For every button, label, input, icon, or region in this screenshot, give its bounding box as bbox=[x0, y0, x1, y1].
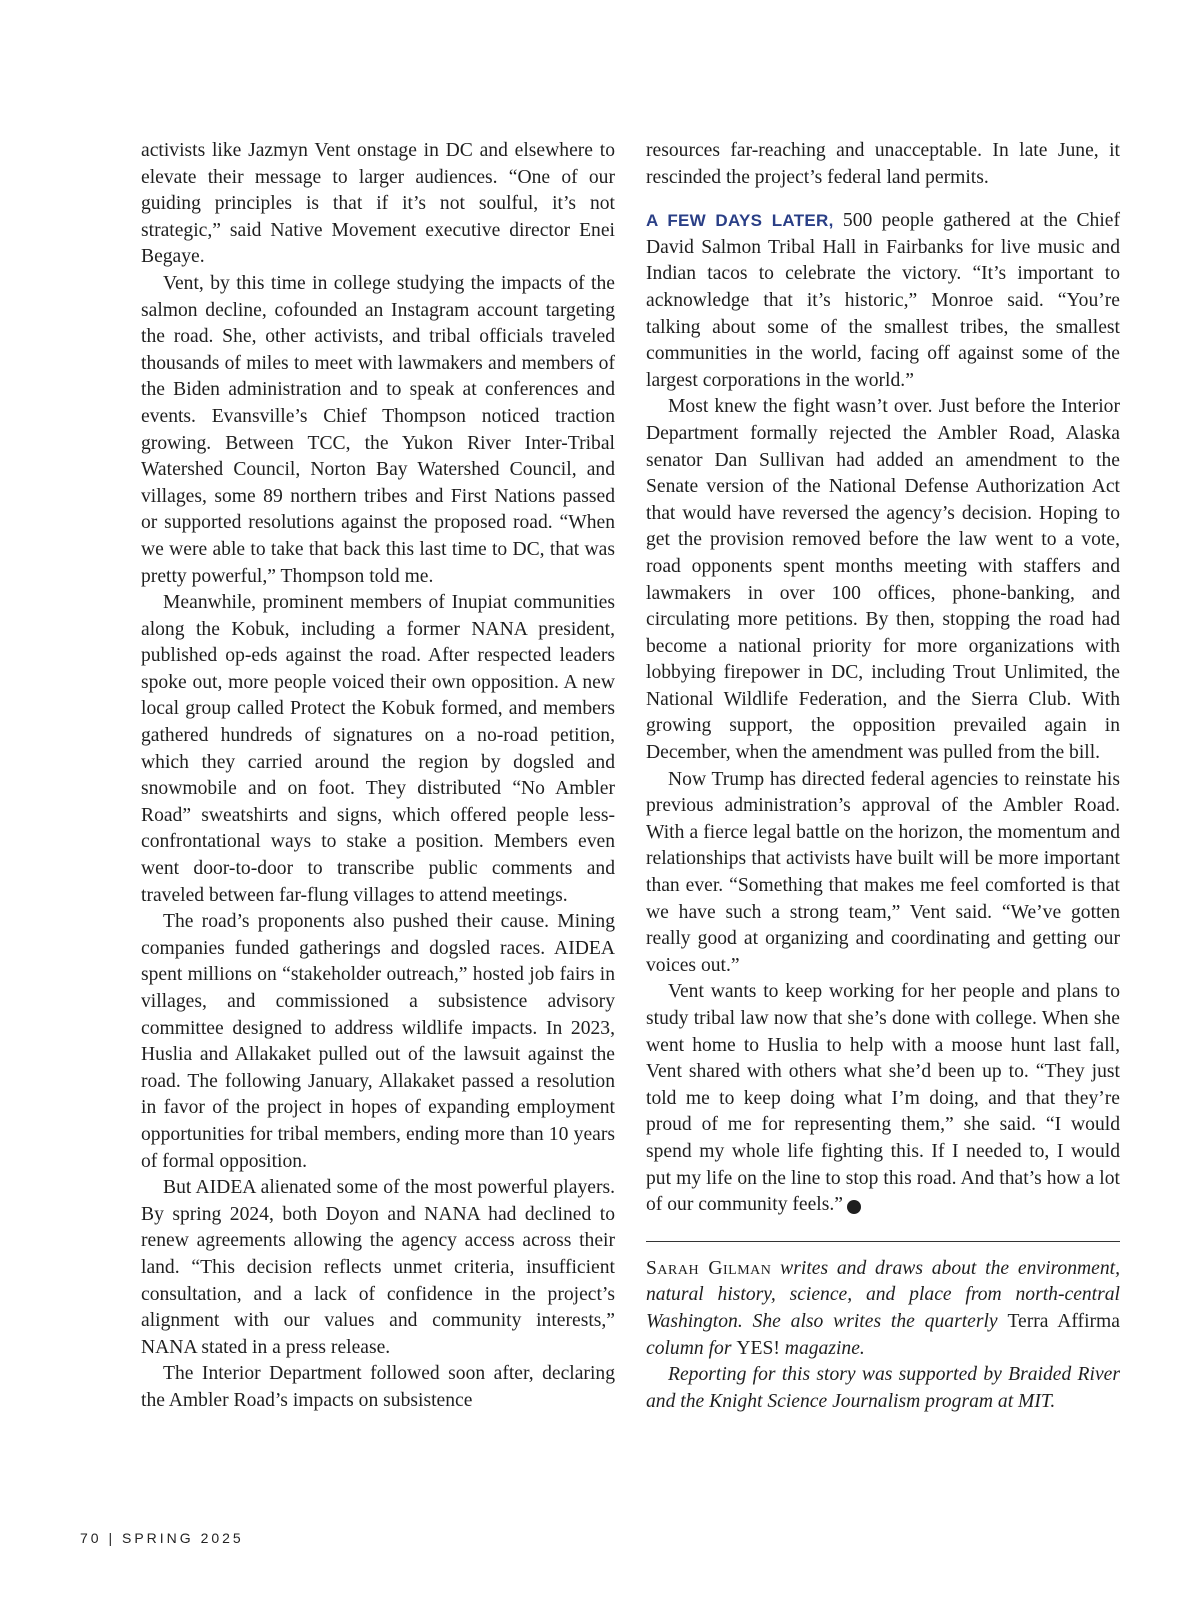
paragraph: Meanwhile, prominent members of Inupiat communities along the Kobuk, including a former NANA president, published op-eds against the road. After respected leaders spoke out, more people voiced their own opposition. A new local group called Protect the Kobuk formed, and members gathered hundreds of signatures on a no-road petition, which they carried around the region by dogsled and snowmobile and on foot. They distributed “No Ambler Road” sweatshirts and signs, which offered people less-confrontational ways to stake a position. Members even went door-to-door to transcribe public comments and traveled between far-flung villages to attend meetings. bbox=[141, 592, 615, 906]
paragraph-text: 500 people gathered at the Chief David Salmon Tribal Hall in Fairbanks for live music and Indian tacos to celebrate the victory. “It’s important to acknowledge that it’s historic,” Monroe said. “You’re talking about some of the smallest tribes, the smallest communities in the world, facing off against some of the largest corporations in the world.” bbox=[646, 210, 1120, 391]
issue-label: SPRING 2025 bbox=[122, 1530, 244, 1546]
paragraph: Now Trump has directed federal agencies to reinstate his previous administration’s approval of the Ambler Road. With a fierce legal battle on the horizon, the momentum and relationships that activists have built will be more important than ever. “Something that makes me feel comforted is that we have such a strong team,” Vent said. “We’ve gotten really good at organizing and coordinating and getting our voices out.” bbox=[646, 768, 1120, 976]
paragraph: activists like Jazmyn Vent onstage in DC and elsewhere to elevate their message to larger audiences. “One of our guiding principles is that if it’s not soulful, it’s not strategic,” said Native Movement executive director Enei Begaye. bbox=[141, 140, 615, 268]
magazine-name: YES! bbox=[736, 1337, 780, 1359]
final-paragraph bbox=[646, 979, 1120, 1218]
reporting-support-note: Reporting for this story was supported by Braided River and the Knight Science Journalism program at MIT. bbox=[646, 1364, 1120, 1412]
author-name: Sarah Gilman bbox=[646, 1257, 772, 1279]
paragraph: The road’s proponents also pushed their cause. Mining companies funded gatherings and dogsled races. AIDEA spent millions on “stakeholder outreach,” hosted job fairs in villages, and commissioned a subsistence advisory committee designed to address wildlife impacts. In 2023, Huslia and Allakaket pulled out of the lawsuit against the road. The following January, Allakaket passed a resolution in favor of the project in hopes of expanding employment opportunities for tribal members, ending more than 10 years of formal opposition. bbox=[141, 911, 615, 1172]
left-column bbox=[141, 138, 615, 1415]
paragraph: But AIDEA alienated some of the most powerful players. By spring 2024, both Doyon and NANA had declined to renew agreements allowing the agency access across their land. “This decision reflects unmet criteria, insufficient consultation, and a lack of confidence in the project’s alignment with our values and community interests,” NANA stated in a press release. bbox=[141, 1177, 615, 1358]
end-of-story-icon: ✪ bbox=[847, 1200, 861, 1214]
paragraph: resources far-reaching and unacceptable. In late June, it rescinded the project’s federal land permits. bbox=[646, 140, 1120, 188]
paragraph: Most knew the fight wasn’t over. Just before the Interior Department formally rejected the Ambler Road, Alaska senator Dan Sullivan had added an amendment to the Senate version of the National Defense Authorization Act that would have reversed the agency’s decision. Hoping to get the provision removed before the law went to a vote, road opponents spent months meeting with staffers and lawmakers in over 100 offices, phone-banking, and circulating more petitions. By then, stopping the road had become a national priority for more organizations with lobbying firepower in DC, including Trout Unlimited, the National Wildlife Federation, and the Sierra Club. With growing support, the opposition prevailed again in December, when the amendment was pulled from the bill. bbox=[646, 396, 1120, 764]
column-name: Terra Affirma bbox=[1007, 1310, 1120, 1332]
paragraph: Vent, by this time in college studying the impacts of the salmon decline, cofounded an Instagram account targeting the road. She, other activists, and tribal officials traveled thousands of miles to meet with lawmakers and members of the Biden administration and to speak at conferences and events. Evansville’s Chief Thompson noticed traction growing. Between TCC, the Yukon River Inter-Tribal Watershed Council, Norton Bay Watershed Council, and villages, some 89 northern tribes and First Nations passed or supported resolutions against the proposed road. “When we were able to take that back this last time to DC, that was pretty powerful,” Thompson told me. bbox=[141, 272, 615, 587]
section-paragraph bbox=[646, 208, 1120, 394]
paragraph: The Interior Department followed soon after, declaring the Ambler Road’s impacts on subsistence bbox=[141, 1363, 615, 1411]
folio-separator: | bbox=[108, 1530, 116, 1546]
author-bio: Sarah Gilman writes and draws about the environment, natural history, science, and place from north-central Washington. She also writes the quarterly Terra Affirma column for YES! magazine. bbox=[646, 1257, 1120, 1359]
paragraph-text: Vent wants to keep working for her people and plans to study tribal law now that she’s done with college. When she went home to Huslia to help with a moose hunt last fall, Vent shared with others what she’d been up to. “They just told me to keep doing what I’m doing, and that they’re proud of me for representing them,” she said. “I would spend my whole life fighting this. If I needed to, I would put my life on the line to stop this road. And that’s how a lot of our community feels.” bbox=[646, 981, 1120, 1216]
right-column bbox=[646, 138, 1120, 1415]
bio-divider bbox=[646, 1241, 1120, 1242]
section-lead-in: A FEW DAYS LATER, bbox=[646, 211, 834, 231]
page-number: 70 bbox=[80, 1530, 102, 1546]
page-footer bbox=[80, 1530, 244, 1546]
